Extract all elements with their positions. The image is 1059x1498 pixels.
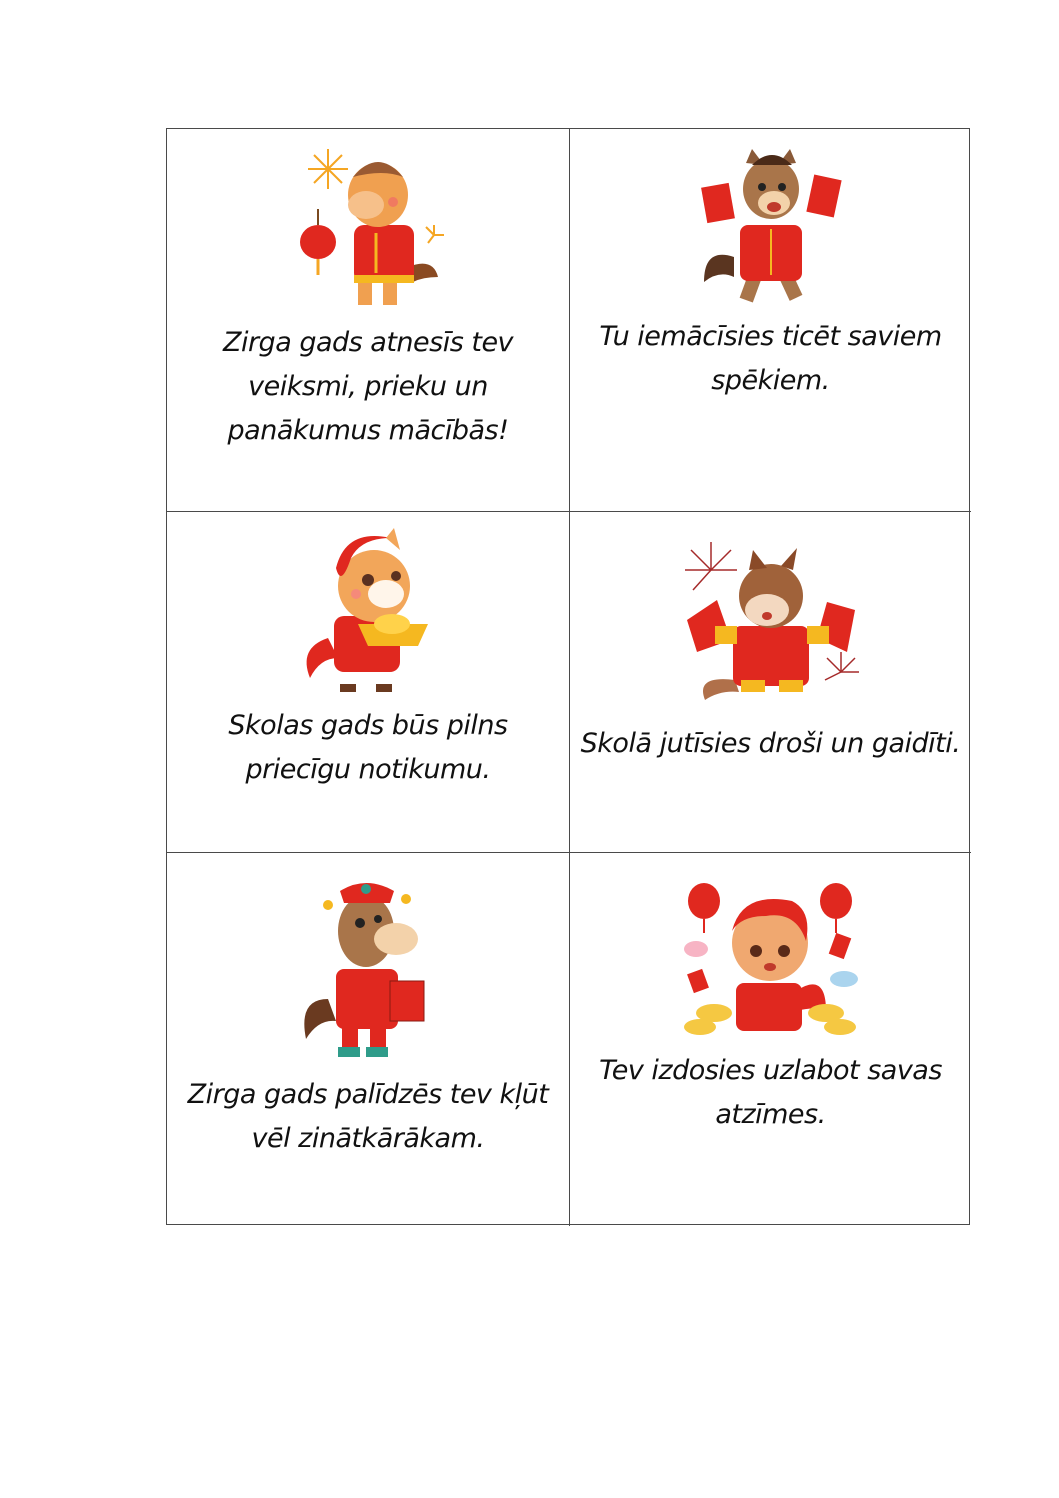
red-maned-horse-with-lanterns-and-ingots-icon [676, 871, 866, 1041]
wish-cards-table [166, 128, 970, 1225]
horse-with-lantern-and-fireworks-icon [288, 147, 448, 312]
wish-card-5 [167, 853, 570, 1226]
jumping-horse-with-red-envelopes-icon [696, 147, 846, 307]
wish-text: Tu iemācīsies ticēt saviem spēkiem. [599, 321, 942, 396]
wish-text: Skolā jutīsies droši un gaidīti. [580, 728, 961, 759]
wish-card-3 [167, 512, 570, 853]
wish-card-6 [570, 853, 971, 1226]
wish-card-2 [570, 129, 971, 512]
wish-text: Zirga gads palīdzēs tev kļūt vēl zinātkārākam. [187, 1079, 549, 1154]
wish-card-1 [167, 129, 570, 512]
horse-in-hat-holding-red-envelope-icon [298, 869, 438, 1065]
horse-with-red-fans-and-fireworks-icon [671, 530, 871, 710]
wish-text: Skolas gads būs pilns priecīgu notikumu. [228, 710, 508, 785]
wish-text: Zirga gads atnesīs tev veiksmi, prieku un panākumus mācībās! [222, 327, 514, 446]
wish-text: Tev izdosies uzlabot savas atzīmes. [599, 1055, 942, 1130]
horse-holding-gold-ingot-icon [298, 528, 438, 696]
wish-card-4 [570, 512, 971, 853]
